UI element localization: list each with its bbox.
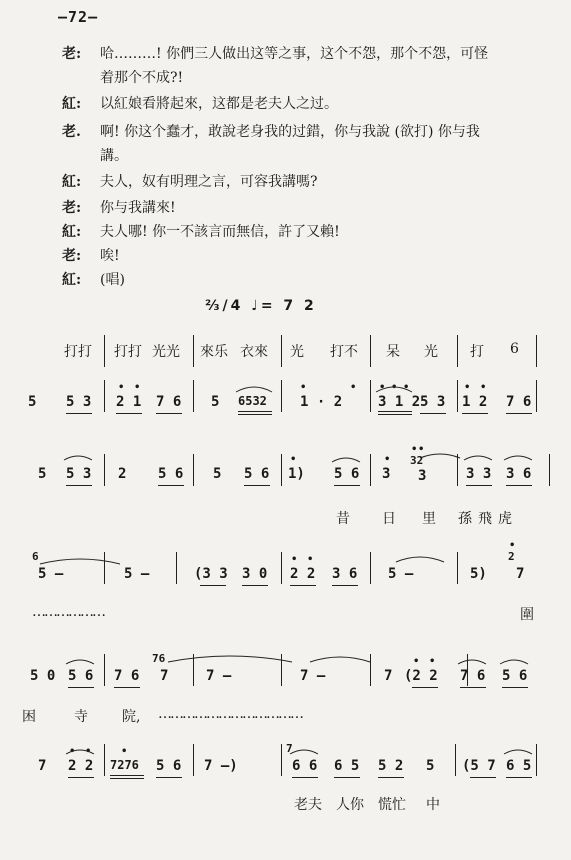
octave-dot: • <box>403 382 410 393</box>
speaker-label: 紅: <box>62 224 82 240</box>
note: 5 3 <box>66 466 92 482</box>
octave-dot: • <box>307 554 314 565</box>
speaker-label: 紅: <box>62 96 82 112</box>
octave-dot: • <box>418 444 425 455</box>
note: 6 5 <box>506 758 532 774</box>
percussion-syllable: 呆 <box>386 344 400 360</box>
octave-dot: • <box>464 382 471 393</box>
slur <box>332 458 360 462</box>
slur <box>290 750 318 754</box>
note: 5 — <box>388 566 414 582</box>
lyric-dots: ……………………………… <box>158 706 302 722</box>
octave-dot: • <box>509 540 516 551</box>
slur <box>504 750 532 754</box>
slur <box>66 660 94 664</box>
note: 5 2 <box>378 758 404 774</box>
lyric-syllable: 慌忙 <box>378 797 406 813</box>
lyric-syllable: 孫飛虎 <box>458 511 518 527</box>
octave-dot: • <box>413 656 420 667</box>
note: 5) <box>470 566 487 582</box>
note: 5 6 <box>158 466 184 482</box>
slur <box>464 456 492 460</box>
note: 5 <box>213 466 222 482</box>
note: 7 —) <box>204 758 238 774</box>
note: 7 — <box>206 668 232 684</box>
note: 3 3 <box>466 466 492 482</box>
note: 5 3 <box>66 394 92 410</box>
dialogue-text: 哈………! 你們三人做出这等之事，这个不怨，那个不怨，可怪 <box>100 46 489 62</box>
speaker-label: 老: <box>62 248 82 264</box>
dialogue-text-continued: 着那个不成?! <box>100 70 184 86</box>
lyric-dots: ……………… <box>32 604 104 620</box>
octave-dot: • <box>118 382 125 393</box>
note: 6 5 <box>334 758 360 774</box>
dialogue-text: 啊! 你这个蠢才，敢說老身我的过錯，你与我說 (欲打) 你与我 <box>100 124 480 140</box>
tie <box>40 559 120 564</box>
note: 3 6 <box>506 466 532 482</box>
note: 6 6 <box>292 758 318 774</box>
dialogue-text: 以紅娘看將起來，这都是老夫人之过。 <box>100 96 338 112</box>
grace-note: 2 <box>508 550 515 563</box>
lyric-syllable: 昔 <box>336 511 350 527</box>
note: 5 6 <box>244 466 270 482</box>
note: (2 2 <box>404 668 438 684</box>
dialogue-text: 夫人，奴有明理之言，可容我講嗎? <box>100 174 318 190</box>
grace-note: 7 <box>286 742 293 755</box>
slur <box>236 387 272 392</box>
note: 7 <box>160 668 169 684</box>
note: 3 <box>382 466 391 482</box>
octave-dot: • <box>411 444 418 455</box>
octave-dot: • <box>290 454 297 465</box>
dialogue-text: (唱) <box>100 272 125 288</box>
lyric-syllable: 日 <box>382 511 396 527</box>
tempo-marking: ⅔/4 ♩= 7 2 <box>205 298 317 314</box>
note: 7 6 <box>506 394 532 410</box>
note: 3 1 2 <box>378 394 421 410</box>
percussion-syllable: 打 <box>470 344 484 360</box>
speaker-label: 老. <box>62 124 81 140</box>
note: 5 6 <box>156 758 182 774</box>
octave-dot: • <box>121 746 128 757</box>
note: 5 <box>38 466 47 482</box>
note: 5 3 <box>420 394 446 410</box>
speaker-label: 紅: <box>62 174 82 190</box>
percussion-syllable: 光光 <box>152 344 180 360</box>
lyric-syllable: 圍 <box>520 607 534 623</box>
dialogue-text-continued: 講。 <box>100 148 128 164</box>
note: 5 <box>426 758 435 774</box>
octave-dot: • <box>300 382 307 393</box>
octave-dot: • <box>291 554 298 565</box>
grace-note: 76 <box>152 652 166 665</box>
lyric-syllable: 里 <box>422 511 436 527</box>
note: 2 2 <box>68 758 94 774</box>
slur <box>504 456 532 460</box>
note: (3 3 <box>194 566 228 582</box>
note: 5 6 <box>502 668 528 684</box>
octave-dot: • <box>69 746 76 757</box>
percussion-syllable: 打打 <box>64 344 92 360</box>
tie <box>168 656 292 662</box>
note: 7 <box>516 566 525 582</box>
note: 1) <box>288 466 305 482</box>
note: 5 6 <box>68 668 94 684</box>
note: 5 <box>28 394 37 410</box>
note: 7 <box>384 668 393 684</box>
speaker-label: 老: <box>62 46 82 62</box>
grace-note: 32 <box>410 454 424 467</box>
note: 7 — <box>300 668 326 684</box>
percussion-syllable: 打不 <box>330 344 358 360</box>
note: 2 1 <box>116 394 142 410</box>
note: 3 <box>418 468 427 484</box>
note: 5 — <box>124 566 150 582</box>
percussion-syllable: 光 <box>290 344 304 360</box>
slur <box>500 660 528 664</box>
note: 3 0 <box>242 566 268 582</box>
octave-dot: • <box>379 382 386 393</box>
note: 2 2 <box>290 566 316 582</box>
lyric-syllable: 院, <box>122 709 141 725</box>
note: 7 <box>38 758 47 774</box>
octave-dot: • <box>85 746 92 757</box>
dialogue-text: 你与我講來! <box>100 200 176 216</box>
slur <box>420 454 460 458</box>
octave-dot: • <box>429 656 436 667</box>
note: 7 6 <box>156 394 182 410</box>
note: 7276 <box>110 758 139 772</box>
lyric-syllable: 中 <box>426 797 440 813</box>
percussion-syllable: 6 <box>510 341 519 357</box>
lyric-syllable: 困 <box>22 709 36 725</box>
note: 6532 <box>238 394 267 408</box>
octave-dot: • <box>480 382 487 393</box>
lyric-syllable: 寺 <box>74 709 88 725</box>
octave-dot: • <box>350 382 357 393</box>
slur <box>64 456 92 460</box>
grace-note: 6 <box>32 550 39 563</box>
slur <box>396 557 444 562</box>
octave-dot: • <box>384 454 391 465</box>
speaker-label: 老: <box>62 200 82 216</box>
note: (5 7 <box>462 758 496 774</box>
slur <box>66 750 94 754</box>
dialogue-text: 夫人哪! 你一不該言而無信，許了又賴! <box>100 224 340 240</box>
dialogue-text: 唉! <box>100 248 120 264</box>
lyric-syllable: 老夫 <box>294 797 322 813</box>
percussion-syllable: 來乐 <box>200 344 228 360</box>
speaker-label: 紅: <box>62 272 82 288</box>
note: 7 6 <box>460 668 486 684</box>
octave-dot: • <box>134 382 141 393</box>
slur <box>458 660 486 664</box>
lyric-syllable: 人你 <box>336 797 364 813</box>
percussion-syllable: 打打 <box>114 344 142 360</box>
page-number: —72— <box>58 8 99 26</box>
note: 5 <box>211 394 220 410</box>
note: 3 6 <box>332 566 358 582</box>
percussion-syllable: 衣來 <box>240 344 268 360</box>
note: 2 <box>118 466 127 482</box>
note: 5 — <box>38 566 64 582</box>
note: 7 6 <box>114 668 140 684</box>
octave-dot: • <box>391 382 398 393</box>
note: 5 6 <box>334 466 360 482</box>
note: 1 2 <box>462 394 488 410</box>
note: 1 · 2 <box>300 394 343 410</box>
slur <box>376 387 412 392</box>
note: 5 0 <box>30 668 56 684</box>
percussion-syllable: 光 <box>424 344 438 360</box>
tie <box>310 657 370 662</box>
